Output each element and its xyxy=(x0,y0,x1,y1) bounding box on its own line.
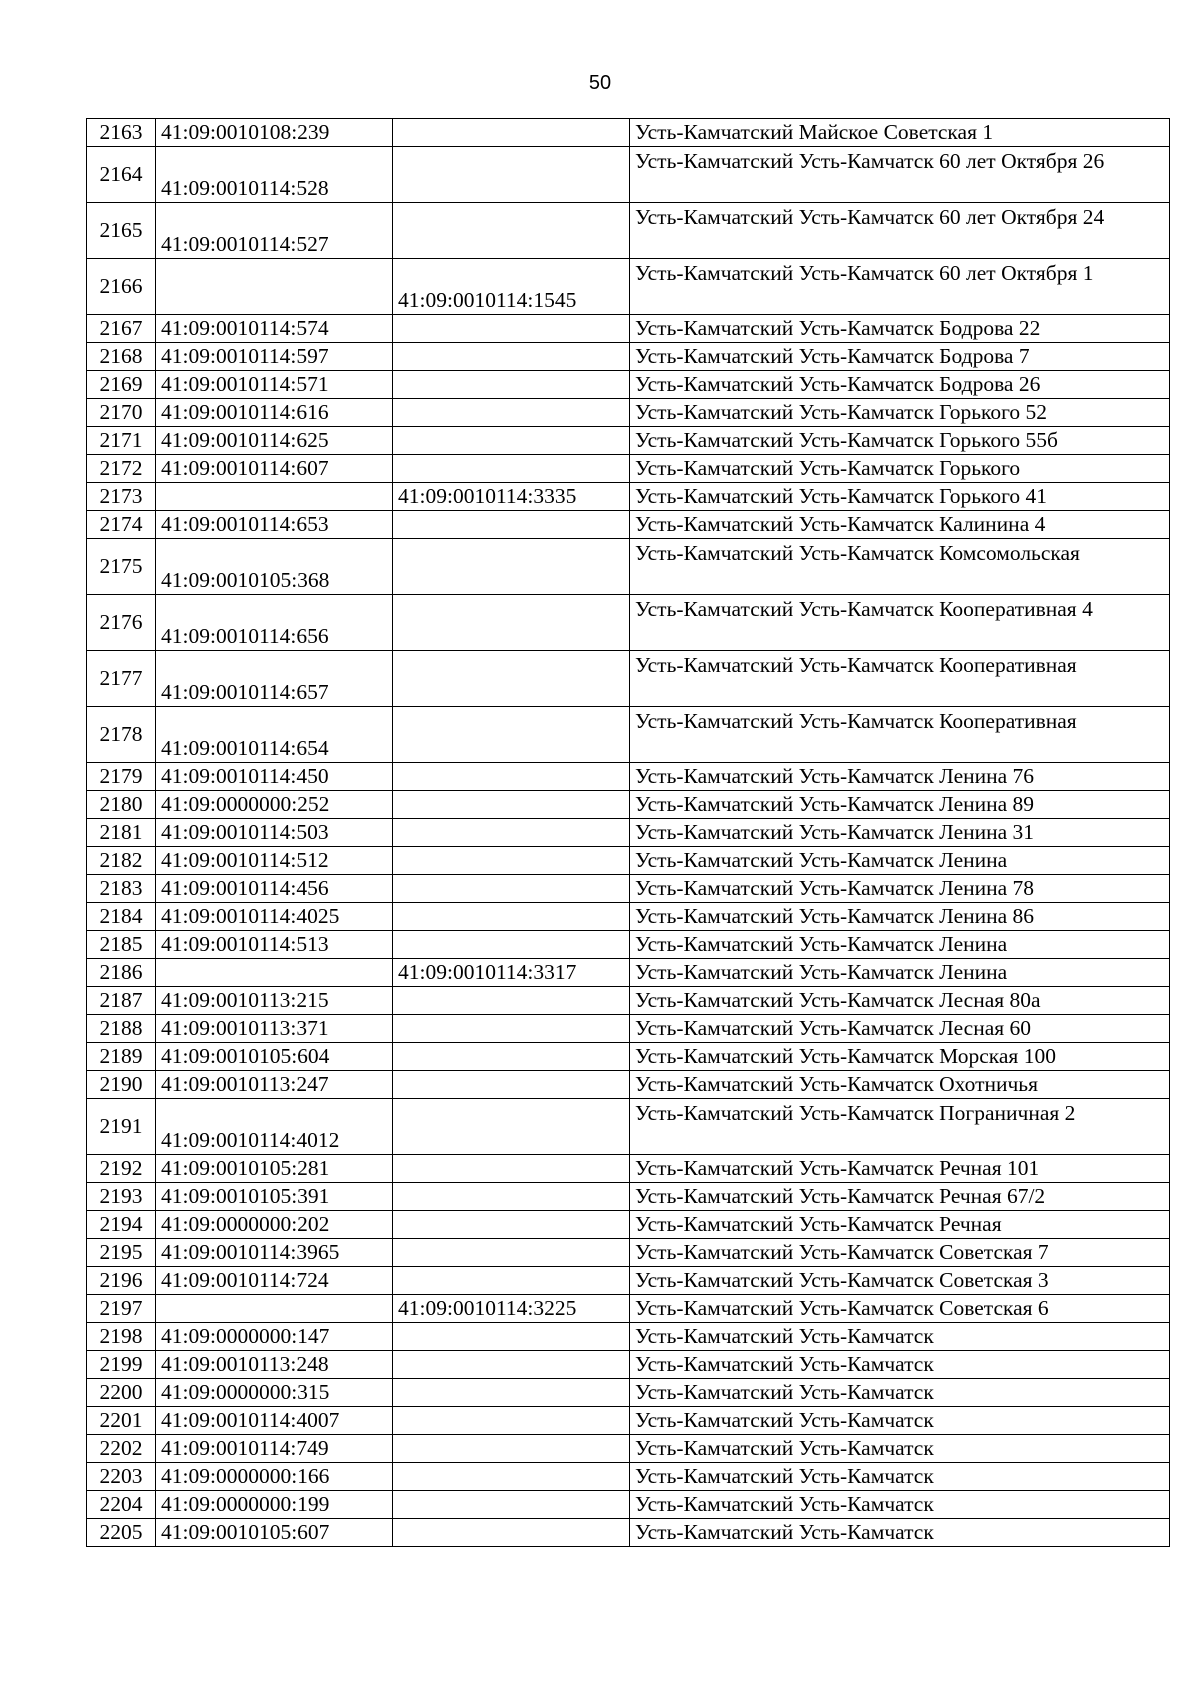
building-cadastral-number-cell xyxy=(393,987,630,1015)
table-row xyxy=(87,371,1170,399)
building-cadastral-number-cell xyxy=(393,203,630,259)
building-cadastral-number-cell xyxy=(393,595,630,651)
address-cell: Усть-Камчатский Усть-Камчатск Ленина 31 xyxy=(630,819,1170,847)
table-row xyxy=(87,1379,1170,1407)
building-cadastral-number-cell xyxy=(393,427,630,455)
address-cell: Усть-Камчатский Усть-Камчатск Ленина 89 xyxy=(630,791,1170,819)
building-cadastral-number-cell xyxy=(393,1267,630,1295)
cadastral-number-cell: 41:09:0010114:574 xyxy=(156,315,393,343)
table-row xyxy=(87,595,1170,651)
table-row xyxy=(87,1519,1170,1547)
table-row xyxy=(87,1407,1170,1435)
building-cadastral-number-cell xyxy=(393,1351,630,1379)
cadastral-number-cell: 41:09:0010114:513 xyxy=(156,931,393,959)
table-row xyxy=(87,1155,1170,1183)
cadastral-number-cell: 41:09:0010114:724 xyxy=(156,1267,393,1295)
cadastral-number-cell xyxy=(156,1295,393,1323)
cadastral-number-cell: 41:09:0000000:202 xyxy=(156,1211,393,1239)
table-row xyxy=(87,1015,1170,1043)
table-row xyxy=(87,119,1170,147)
table-row xyxy=(87,1071,1170,1099)
row-number-cell: 2198 xyxy=(87,1323,156,1351)
table-row xyxy=(87,763,1170,791)
building-cadastral-number-cell xyxy=(393,1379,630,1407)
table-row xyxy=(87,1463,1170,1491)
cadastral-number-cell: 41:09:0010114:653 xyxy=(156,511,393,539)
row-number-cell: 2189 xyxy=(87,1043,156,1071)
row-number-cell: 2177 xyxy=(87,651,156,707)
row-number-cell: 2205 xyxy=(87,1519,156,1547)
building-cadastral-number-cell xyxy=(393,931,630,959)
table-row xyxy=(87,1435,1170,1463)
table-row xyxy=(87,959,1170,987)
cadastral-number-cell: 41:09:0000000:199 xyxy=(156,1491,393,1519)
building-cadastral-number-cell xyxy=(393,1435,630,1463)
cadastral-number-cell: 41:09:0010114:4007 xyxy=(156,1407,393,1435)
address-cell: Усть-Камчатский Усть-Камчатск xyxy=(630,1407,1170,1435)
address-cell: Усть-Камчатский Усть-Камчатск Ленина xyxy=(630,959,1170,987)
row-number-cell: 2174 xyxy=(87,511,156,539)
table-row xyxy=(87,259,1170,315)
cadastral-number-cell: 41:09:0010113:247 xyxy=(156,1071,393,1099)
registry-table-body xyxy=(87,119,1170,1547)
address-cell: Усть-Камчатский Усть-Камчатск Речная 67/2 xyxy=(630,1183,1170,1211)
cadastral-number-cell: 41:09:0010113:371 xyxy=(156,1015,393,1043)
row-number-cell: 2173 xyxy=(87,483,156,511)
table-row xyxy=(87,1183,1170,1211)
row-number-cell: 2190 xyxy=(87,1071,156,1099)
cadastral-number-cell: 41:09:0010114:528 xyxy=(156,147,393,203)
table-row xyxy=(87,511,1170,539)
table-row xyxy=(87,1323,1170,1351)
row-number-cell: 2171 xyxy=(87,427,156,455)
building-cadastral-number-cell xyxy=(393,455,630,483)
address-cell: Усть-Камчатский Усть-Камчатск xyxy=(630,1351,1170,1379)
cadastral-number-cell: 41:09:0000000:166 xyxy=(156,1463,393,1491)
building-cadastral-number-cell xyxy=(393,1491,630,1519)
cadastral-number-cell xyxy=(156,959,393,987)
cadastral-number-cell: 41:09:0010114:4025 xyxy=(156,903,393,931)
building-cadastral-number-cell xyxy=(393,651,630,707)
table-row xyxy=(87,1351,1170,1379)
table-row xyxy=(87,987,1170,1015)
address-cell: Усть-Камчатский Усть-Камчатск Комсомольская xyxy=(630,539,1170,595)
table-row xyxy=(87,147,1170,203)
cadastral-number-cell: 41:09:0000000:252 xyxy=(156,791,393,819)
cadastral-number-cell: 41:09:0010114:3965 xyxy=(156,1239,393,1267)
row-number-cell: 2202 xyxy=(87,1435,156,1463)
row-number-cell: 2178 xyxy=(87,707,156,763)
building-cadastral-number-cell xyxy=(393,1183,630,1211)
building-cadastral-number-cell xyxy=(393,1099,630,1155)
cadastral-number-cell: 41:09:0010114:512 xyxy=(156,847,393,875)
address-cell: Усть-Камчатский Усть-Камчатск Речная xyxy=(630,1211,1170,1239)
address-cell: Усть-Камчатский Усть-Камчатск Горького 55б xyxy=(630,427,1170,455)
building-cadastral-number-cell xyxy=(393,511,630,539)
address-cell: Усть-Камчатский Усть-Камчатск Советская 6 xyxy=(630,1295,1170,1323)
building-cadastral-number-cell xyxy=(393,147,630,203)
row-number-cell: 2185 xyxy=(87,931,156,959)
table-row xyxy=(87,1043,1170,1071)
address-cell: Усть-Камчатский Усть-Камчатск Лесная 60 xyxy=(630,1015,1170,1043)
cadastral-number-cell: 41:09:0010114:503 xyxy=(156,819,393,847)
building-cadastral-number-cell xyxy=(393,371,630,399)
registry-table xyxy=(86,118,1170,1547)
row-number-cell: 2188 xyxy=(87,1015,156,1043)
row-number-cell: 2201 xyxy=(87,1407,156,1435)
cadastral-number-cell xyxy=(156,259,393,315)
address-cell: Усть-Камчатский Усть-Камчатск xyxy=(630,1463,1170,1491)
address-cell: Усть-Камчатский Усть-Камчатск xyxy=(630,1519,1170,1547)
row-number-cell: 2181 xyxy=(87,819,156,847)
address-cell: Усть-Камчатский Усть-Камчатск Кооперативная 4 xyxy=(630,595,1170,651)
row-number-cell: 2179 xyxy=(87,763,156,791)
cadastral-number-cell: 41:09:0010114:597 xyxy=(156,343,393,371)
cadastral-number-cell: 41:09:0010105:391 xyxy=(156,1183,393,1211)
cadastral-number-cell: 41:09:0010114:527 xyxy=(156,203,393,259)
address-cell: Усть-Камчатский Усть-Камчатск Бодрова 7 xyxy=(630,343,1170,371)
building-cadastral-number-cell: 41:09:0010114:3225 xyxy=(393,1295,630,1323)
row-number-cell: 2183 xyxy=(87,875,156,903)
cadastral-number-cell: 41:09:0010113:248 xyxy=(156,1351,393,1379)
table-row xyxy=(87,455,1170,483)
table-row xyxy=(87,707,1170,763)
table-row xyxy=(87,315,1170,343)
table-row xyxy=(87,1099,1170,1155)
table-row xyxy=(87,1211,1170,1239)
table-row xyxy=(87,203,1170,259)
address-cell: Усть-Камчатский Усть-Камчатск Ленина xyxy=(630,931,1170,959)
address-cell: Усть-Камчатский Усть-Камчатск Ленина xyxy=(630,847,1170,875)
row-number-cell: 2197 xyxy=(87,1295,156,1323)
cadastral-number-cell: 41:09:0010114:625 xyxy=(156,427,393,455)
row-number-cell: 2187 xyxy=(87,987,156,1015)
row-number-cell: 2203 xyxy=(87,1463,156,1491)
address-cell: Усть-Камчатский Усть-Камчатск Бодрова 22 xyxy=(630,315,1170,343)
row-number-cell: 2192 xyxy=(87,1155,156,1183)
table-row xyxy=(87,903,1170,931)
row-number-cell: 2170 xyxy=(87,399,156,427)
table-row xyxy=(87,483,1170,511)
row-number-cell: 2200 xyxy=(87,1379,156,1407)
building-cadastral-number-cell xyxy=(393,875,630,903)
address-cell: Усть-Камчатский Усть-Камчатск xyxy=(630,1491,1170,1519)
row-number-cell: 2176 xyxy=(87,595,156,651)
building-cadastral-number-cell xyxy=(393,1463,630,1491)
building-cadastral-number-cell xyxy=(393,1015,630,1043)
table-row xyxy=(87,847,1170,875)
row-number-cell: 2163 xyxy=(87,119,156,147)
address-cell: Усть-Камчатский Усть-Камчатск Горького 41 xyxy=(630,483,1170,511)
table-row xyxy=(87,819,1170,847)
row-number-cell: 2195 xyxy=(87,1239,156,1267)
address-cell: Усть-Камчатский Усть-Камчатск Кооперативная xyxy=(630,651,1170,707)
row-number-cell: 2175 xyxy=(87,539,156,595)
row-number-cell: 2166 xyxy=(87,259,156,315)
building-cadastral-number-cell xyxy=(393,819,630,847)
table-row xyxy=(87,1239,1170,1267)
row-number-cell: 2199 xyxy=(87,1351,156,1379)
address-cell: Усть-Камчатский Усть-Камчатск Охотничья xyxy=(630,1071,1170,1099)
building-cadastral-number-cell: 41:09:0010114:3335 xyxy=(393,483,630,511)
table-row xyxy=(87,651,1170,707)
table-row xyxy=(87,875,1170,903)
address-cell: Усть-Камчатский Усть-Камчатск Кооперативная xyxy=(630,707,1170,763)
row-number-cell: 2180 xyxy=(87,791,156,819)
cadastral-number-cell: 41:09:0010114:4012 xyxy=(156,1099,393,1155)
cadastral-number-cell: 41:09:0010105:604 xyxy=(156,1043,393,1071)
address-cell: Усть-Камчатский Усть-Камчатск xyxy=(630,1435,1170,1463)
cadastral-number-cell: 41:09:0010113:215 xyxy=(156,987,393,1015)
building-cadastral-number-cell xyxy=(393,1239,630,1267)
address-cell: Усть-Камчатский Усть-Камчатск Лесная 80а xyxy=(630,987,1170,1015)
address-cell: Усть-Камчатский Усть-Камчатск Пограничная 2 xyxy=(630,1099,1170,1155)
building-cadastral-number-cell xyxy=(393,1519,630,1547)
table-row xyxy=(87,539,1170,595)
building-cadastral-number-cell xyxy=(393,847,630,875)
row-number-cell: 2164 xyxy=(87,147,156,203)
building-cadastral-number-cell xyxy=(393,903,630,931)
cadastral-number-cell: 41:09:0000000:147 xyxy=(156,1323,393,1351)
row-number-cell: 2204 xyxy=(87,1491,156,1519)
cadastral-number-cell: 41:09:0010114:654 xyxy=(156,707,393,763)
cadastral-number-cell: 41:09:0010108:239 xyxy=(156,119,393,147)
building-cadastral-number-cell xyxy=(393,763,630,791)
building-cadastral-number-cell: 41:09:0010114:1545 xyxy=(393,259,630,315)
cadastral-number-cell: 41:09:0010114:656 xyxy=(156,595,393,651)
address-cell: Усть-Камчатский Усть-Камчатск Калинина 4 xyxy=(630,511,1170,539)
row-number-cell: 2186 xyxy=(87,959,156,987)
row-number-cell: 2194 xyxy=(87,1211,156,1239)
address-cell: Усть-Камчатский Усть-Камчатск Горького 52 xyxy=(630,399,1170,427)
building-cadastral-number-cell xyxy=(393,1043,630,1071)
cadastral-number-cell: 41:09:0010105:607 xyxy=(156,1519,393,1547)
cadastral-number-cell xyxy=(156,483,393,511)
cadastral-number-cell: 41:09:0010114:657 xyxy=(156,651,393,707)
building-cadastral-number-cell xyxy=(393,1071,630,1099)
building-cadastral-number-cell xyxy=(393,1323,630,1351)
building-cadastral-number-cell xyxy=(393,119,630,147)
address-cell: Усть-Камчатский Усть-Камчатск 60 лет Октября 1 xyxy=(630,259,1170,315)
cadastral-number-cell: 41:09:0010114:616 xyxy=(156,399,393,427)
address-cell: Усть-Камчатский Усть-Камчатск 60 лет Октября 26 xyxy=(630,147,1170,203)
table-row xyxy=(87,399,1170,427)
cadastral-number-cell: 41:09:0010114:571 xyxy=(156,371,393,399)
address-cell: Усть-Камчатский Усть-Камчатск Горького xyxy=(630,455,1170,483)
cadastral-number-cell: 41:09:0010114:450 xyxy=(156,763,393,791)
row-number-cell: 2196 xyxy=(87,1267,156,1295)
row-number-cell: 2193 xyxy=(87,1183,156,1211)
table-row xyxy=(87,1491,1170,1519)
row-number-cell: 2172 xyxy=(87,455,156,483)
address-cell: Усть-Камчатский Усть-Камчатск Ленина 76 xyxy=(630,763,1170,791)
address-cell: Усть-Камчатский Усть-Камчатск Бодрова 26 xyxy=(630,371,1170,399)
page-number: 50 xyxy=(588,72,612,94)
building-cadastral-number-cell xyxy=(393,539,630,595)
building-cadastral-number-cell xyxy=(393,315,630,343)
cadastral-number-cell: 41:09:0010105:281 xyxy=(156,1155,393,1183)
cadastral-number-cell: 41:09:0010114:749 xyxy=(156,1435,393,1463)
table-row xyxy=(87,343,1170,371)
row-number-cell: 2182 xyxy=(87,847,156,875)
building-cadastral-number-cell xyxy=(393,707,630,763)
row-number-cell: 2168 xyxy=(87,343,156,371)
row-number-cell: 2169 xyxy=(87,371,156,399)
building-cadastral-number-cell xyxy=(393,1155,630,1183)
building-cadastral-number-cell xyxy=(393,1211,630,1239)
address-cell: Усть-Камчатский Усть-Камчатск Советская 7 xyxy=(630,1239,1170,1267)
address-cell: Усть-Камчатский Усть-Камчатск Речная 101 xyxy=(630,1155,1170,1183)
address-cell: Усть-Камчатский Усть-Камчатск xyxy=(630,1323,1170,1351)
cadastral-number-cell: 41:09:0010105:368 xyxy=(156,539,393,595)
address-cell: Усть-Камчатский Усть-Камчатск Советская 3 xyxy=(630,1267,1170,1295)
address-cell: Усть-Камчатский Усть-Камчатск Ленина 78 xyxy=(630,875,1170,903)
address-cell: Усть-Камчатский Усть-Камчатск Ленина 86 xyxy=(630,903,1170,931)
row-number-cell: 2165 xyxy=(87,203,156,259)
cadastral-number-cell: 41:09:0010114:456 xyxy=(156,875,393,903)
table-row xyxy=(87,427,1170,455)
table-row xyxy=(87,931,1170,959)
row-number-cell: 2167 xyxy=(87,315,156,343)
building-cadastral-number-cell xyxy=(393,343,630,371)
cadastral-number-cell: 41:09:0000000:315 xyxy=(156,1379,393,1407)
address-cell: Усть-Камчатский Усть-Камчатск 60 лет Октября 24 xyxy=(630,203,1170,259)
building-cadastral-number-cell xyxy=(393,1407,630,1435)
building-cadastral-number-cell xyxy=(393,791,630,819)
building-cadastral-number-cell xyxy=(393,399,630,427)
address-cell: Усть-Камчатский Усть-Камчатск xyxy=(630,1379,1170,1407)
row-number-cell: 2184 xyxy=(87,903,156,931)
table-row xyxy=(87,1295,1170,1323)
cadastral-number-cell: 41:09:0010114:607 xyxy=(156,455,393,483)
address-cell: Усть-Камчатский Майское Советская 1 xyxy=(630,119,1170,147)
address-cell: Усть-Камчатский Усть-Камчатск Морская 100 xyxy=(630,1043,1170,1071)
table-row xyxy=(87,791,1170,819)
table-row xyxy=(87,1267,1170,1295)
building-cadastral-number-cell: 41:09:0010114:3317 xyxy=(393,959,630,987)
row-number-cell: 2191 xyxy=(87,1099,156,1155)
